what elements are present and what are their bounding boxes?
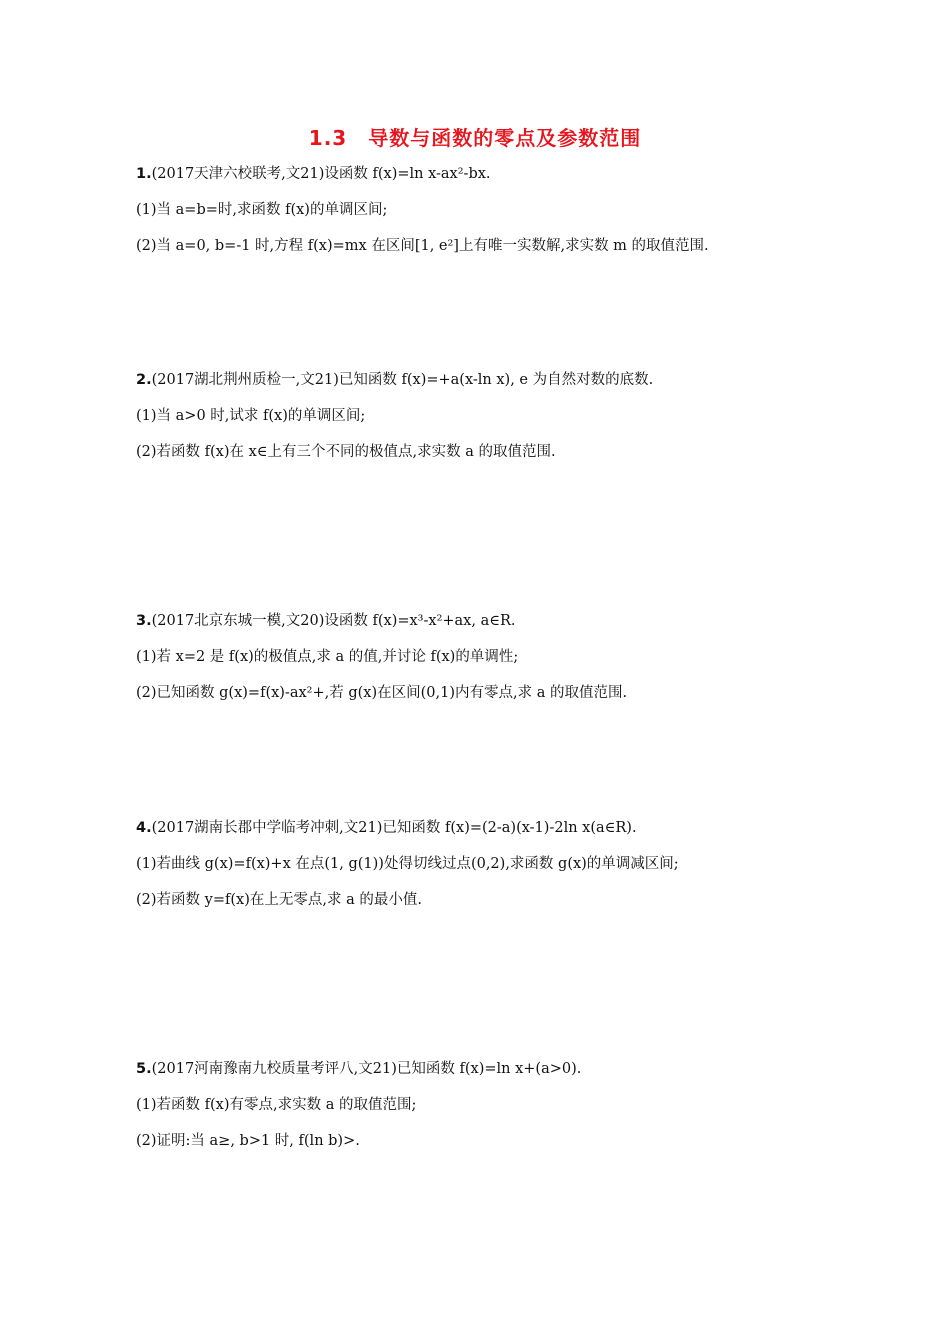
page-title: 1.3 导数与函数的零点及参数范围: [308, 126, 642, 150]
problem-stem: [136, 164, 816, 184]
problem-stem: [136, 611, 816, 631]
problem-stem-text: (2017湖北荆州质检一,文21)已知函数 f(x)=+a(x-ln x), e 为自然对数的底数.: [151, 372, 654, 388]
problem-stem-text: (2017河南豫南九校质量考评八,文21)已知函数 f(x)=ln x+(a>0).: [151, 1061, 582, 1077]
problem-number: 3.: [136, 613, 152, 629]
problem-part: (2)当 a=0, b=-1 时,方程 f(x)=mx 在区间[1, e²]上有唯一实数解,求实数 m 的取值范围.: [136, 238, 709, 254]
problem-part: (1)若 x=2 是 f(x)的极值点,求 a 的值,并讨论 f(x)的单调性;: [136, 649, 519, 665]
problem-number: 2.: [136, 372, 152, 388]
problem-stem: [136, 818, 816, 838]
problem-5: [136, 1059, 816, 1167]
problem-part: (1)若函数 f(x)有零点,求实数 a 的取值范围;: [136, 1097, 417, 1113]
problem-2: [136, 370, 816, 478]
problem-4: [136, 818, 816, 926]
problem-part: (2)证明:当 a≥, b>1 时, f(ln b)>.: [136, 1133, 360, 1149]
problem-number: 5.: [136, 1061, 152, 1077]
problem-stem-text: (2017湖南长郡中学临考冲刺,文21)已知函数 f(x)=(2-a)(x-1)-2ln x(a∈R).: [151, 820, 637, 836]
problem-part: (2)已知函数 g(x)=f(x)-ax²+,若 g(x)在区间(0,1)内有零点,求 a 的取值范围.: [136, 685, 628, 701]
problem-part: (1)当 a>0 时,试求 f(x)的单调区间;: [136, 408, 366, 424]
problem-number: 4.: [136, 820, 152, 836]
problem-stem-text: (2017天津六校联考,文21)设函数 f(x)=ln x-ax²-bx.: [151, 166, 491, 182]
problem-part: (1)若曲线 g(x)=f(x)+x 在点(1, g(1))处得切线过点(0,2),求函数 g(x)的单调减区间;: [136, 856, 679, 872]
problem-number: 1.: [136, 166, 152, 182]
problem-stem-text: (2017北京东城一模,文20)设函数 f(x)=x³-x²+ax, a∈R.: [151, 613, 516, 629]
problem-stem: [136, 370, 816, 390]
problem-1: [136, 164, 816, 272]
problem-stem: [136, 1059, 816, 1079]
problem-part: (1)当 a=b=时,求函数 f(x)的单调区间;: [136, 202, 388, 218]
problem-part: (2)若函数 y=f(x)在上无零点,求 a 的最小值.: [136, 892, 422, 908]
problem-part: (2)若函数 f(x)在 x∈上有三个不同的极值点,求实数 a 的取值范围.: [136, 444, 556, 460]
problem-3: [136, 611, 816, 719]
